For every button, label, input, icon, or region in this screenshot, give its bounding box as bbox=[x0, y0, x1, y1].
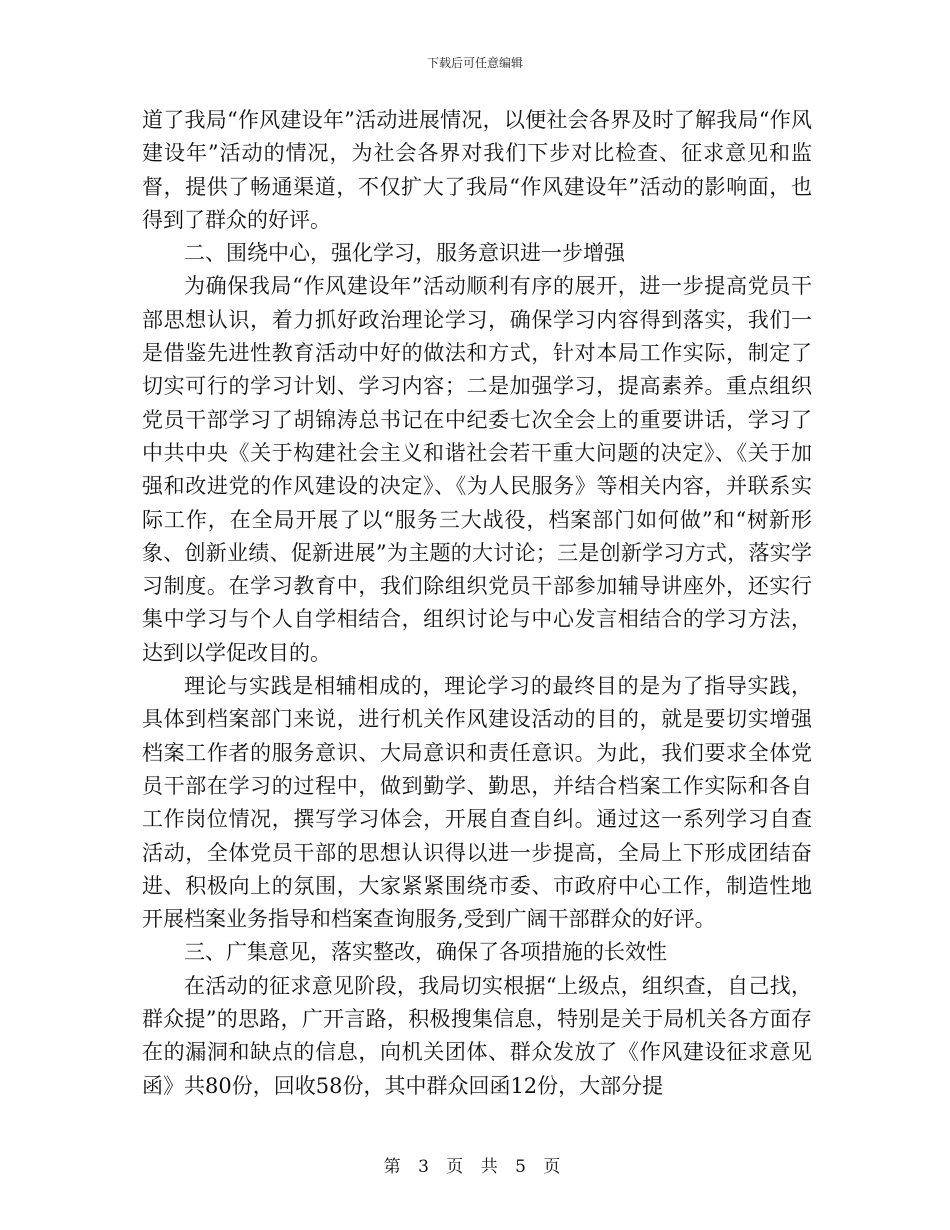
page-header: 下载后可任意编辑 bbox=[426, 56, 523, 70]
page-number: 第 3 页 共 5 页 bbox=[383, 1157, 567, 1177]
paragraph-study: 为确保我局“作风建设年”活动顺利有序的展开，进一步提高党员干部思想认识，着力抓好政治理论学习，确保学习内容得到落实，我们一是借鉴先进性教育活动中好的做法和方式，针对本局工作实际，制定了切实可行的学习计划、学习内容；二是加强学习，提高素养。重点组织党员干部学习了胡锦涛总书记在中纪委七次全会上的重要讲话，学习了中共中央《关于构建社会主义和谐社会若干重大问题的决定》、《关于加强和改进党的作风建设的决定》、《为人民服务》等相关内容，并联系实际工作，在全局开展了以“服务三大战役，档案部门如何做”和“树新形象、创新业绩、促新进展”为主题的大讨论；三是创新学习方式，落实学习制度。在学习教育中，我们除组织党员干部参加辅导讲座外，还实行集中学习与个人自学相结合，组织讨论与中心发言相结合的学习方法，达到以学促改目的。 bbox=[142, 274, 812, 665]
paragraph-feedback: 在活动的征求意见阶段，我局切实根据“上级点，组织查，自己找，群众提”的思路，广开言路，积极搜集信息，特别是关于局机关各方面存在的漏洞和缺点的信息，向机关团体、群众发放了《作风建设征求意见函》共80份，回收58份，其中群众回函12份，大部分提 bbox=[142, 973, 812, 1098]
section-heading-2: 二、围绕中心，强化学习，服务意识进一步增强 bbox=[184, 241, 625, 266]
paragraph-continuation: 道了我局“作风建设年”活动进展情况，以便社会各界及时了解我局“作风建设年”活动的情况，为社会各界对我们下步对比检查、征求意见和监督，提供了畅通渠道，不仅扩大了我局“作风建设年”活动的影响面，也得到了群众的好评。 bbox=[142, 108, 812, 232]
paragraph-practice: 理论与实践是相辅相成的，理论学习的最终目的是为了指导实践，具体到档案部门来说，进行机关作风建设活动的目的，就是要切实增强档案工作者的服务意识、大局意识和责任意识。为此，我们要求全体党员干部在学习的过程中，做到勤学、勤思，并结合档案工作实际和各自工作岗位情况，撰写学习体会，开展自查自纠。通过这一系列学习自查活动，全体党员干部的思想认识得以进一步提高，全局上下形成团结奋进、积极向上的氛围，大家紧紧围绕市委、市政府中心工作，制造性地开展档案业务指导和档案查询服务,受到广阔干部群众的好评。 bbox=[142, 674, 812, 932]
document-body bbox=[142, 104, 812, 1103]
section-heading-3: 三、广集意见，落实整改，确保了各项措施的长效性 bbox=[184, 940, 667, 965]
